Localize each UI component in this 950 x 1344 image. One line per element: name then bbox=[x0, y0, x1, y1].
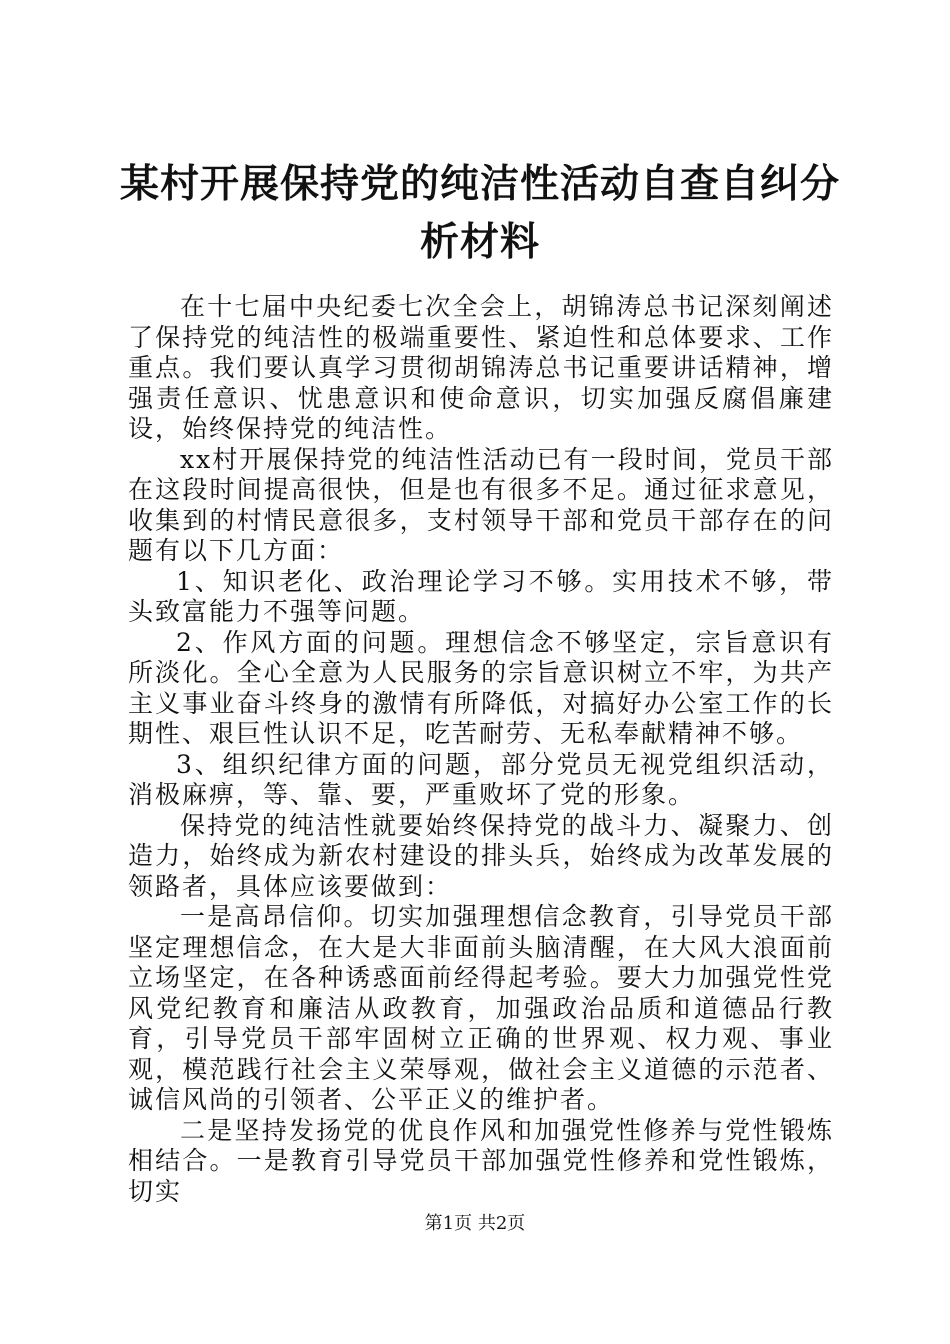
paragraph-requirements: 保持党的纯洁性就要始终保持党的战斗力、凝聚力、创造力，始终成为新农村建设的排头兵，始终成为改革发展的领路者，具体应该要做到： bbox=[128, 810, 834, 901]
paragraph-village-status: xx村开展保持党的纯洁性活动已有一段时间，党员干部在这段时间提高很快，但是也有很多不足。通过征求意见，收集到的村情民意很多，支村领导干部和党员干部存在的问题有以下几方面： bbox=[128, 444, 834, 565]
document-body bbox=[128, 292, 834, 1207]
document-title: 某村开展保持党的纯洁性活动自查自纠分析材料 bbox=[120, 161, 841, 265]
page-footer: 第1页 共2页 bbox=[424, 1213, 526, 1234]
paragraph-point-2: 二是坚持发扬党的优良作风和加强党性修养与党性锻炼相结合。一是教育引导党员干部加强党性修养和党性锻炼，切实 bbox=[128, 1115, 834, 1206]
paragraph-point-1: 一是高昂信仰。切实加强理想信念教育，引导党员干部坚定理想信念，在大是大非面前头脑清醒，在大风大浪面前立场坚定，在各种诱惑面前经得起考验。要大力加强党性党风党纪教育和廉洁从政教育，加强政治品质和道德品行教育，引导党员干部牢固树立正确的世界观、权力观、事业观，模范践行社会主义荣辱观，做社会主义道德的示范者、诚信风尚的引领者、公平正义的维护者。 bbox=[128, 902, 834, 1114]
paragraph-issue-1: 1、知识老化、政治理论学习不够。实用技术不够，带头致富能力不强等问题。 bbox=[128, 566, 834, 626]
paragraph-intro: 在十七届中央纪委七次全会上，胡锦涛总书记深刻阐述了保持党的纯洁性的极端重要性、紧迫性和总体要求、工作重点。我们要认真学习贯彻胡锦涛总书记重要讲话精神，增强责任意识、忧患意识和使命意识，切实加强反腐倡廉建设，始终保持党的纯洁性。 bbox=[128, 292, 834, 443]
paragraph-issue-3: 3、组织纪律方面的问题，部分党员无视党组织活动，消极麻痹，等、靠、要，严重败坏了党的形象。 bbox=[128, 749, 834, 809]
paragraph-issue-2: 2、作风方面的问题。理想信念不够坚定，宗旨意识有所淡化。全心全意为人民服务的宗旨意识树立不牢，为共产主义事业奋斗终身的激情有所降低，对搞好办公室工作的长期性、艰巨性认识不足，吃苦耐劳、无私奉献精神不够。 bbox=[128, 627, 834, 748]
